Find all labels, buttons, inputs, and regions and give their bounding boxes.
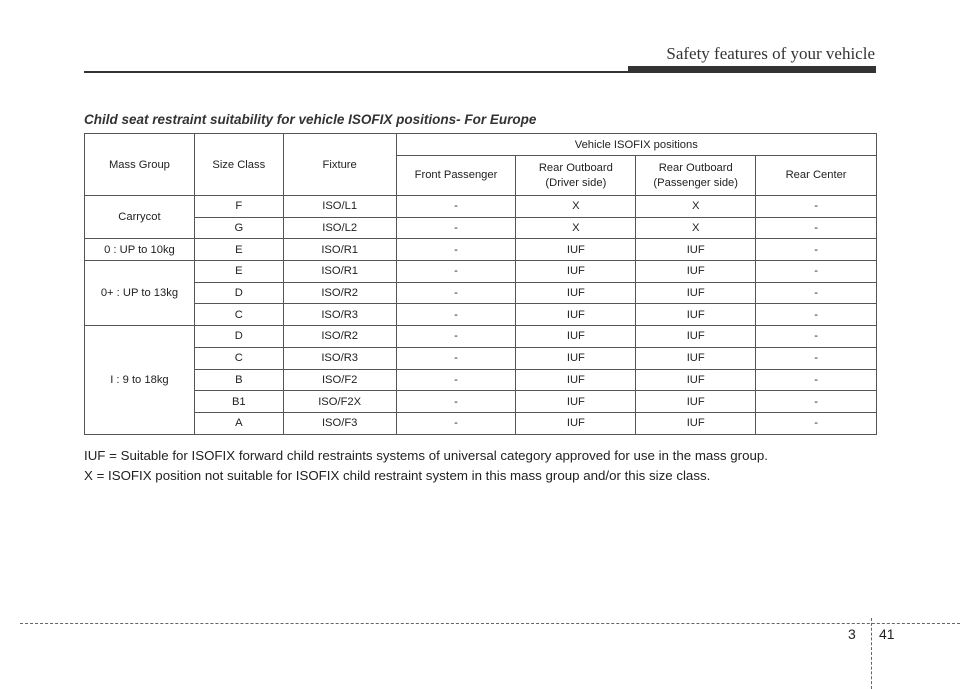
cell-rear-outboard-passenger: IUF bbox=[636, 391, 756, 413]
table-row bbox=[85, 239, 877, 261]
cell-fixture: ISO/R3 bbox=[283, 304, 396, 326]
table-row bbox=[85, 391, 877, 413]
cell-fixture: ISO/L2 bbox=[283, 217, 396, 239]
cell-rear-outboard-passenger: IUF bbox=[636, 369, 756, 391]
table-row bbox=[85, 282, 877, 304]
cell-rear-outboard-passenger: IUF bbox=[636, 261, 756, 283]
cell-rear-outboard-passenger: X bbox=[636, 196, 756, 218]
cell-rear-outboard-passenger: IUF bbox=[636, 326, 756, 348]
cell-rear-outboard-driver: X bbox=[516, 217, 636, 239]
cell-rear-outboard-driver: IUF bbox=[516, 261, 636, 283]
cell-size-class: B1 bbox=[194, 391, 283, 413]
cell-front-passenger: - bbox=[396, 261, 516, 283]
cell-front-passenger: - bbox=[396, 304, 516, 326]
note-iuf: IUF = Suitable for ISOFIX forward child restraints systems of universal category approved for use in the mass group. bbox=[84, 448, 768, 463]
cell-rear-outboard-driver: IUF bbox=[516, 239, 636, 261]
col-header-rear-outboard-driver: Rear Outboard (Driver side) bbox=[516, 156, 636, 196]
cell-size-class: C bbox=[194, 347, 283, 369]
cell-rear-outboard-passenger: X bbox=[636, 217, 756, 239]
cell-rear-center: - bbox=[756, 347, 877, 369]
cell-front-passenger: - bbox=[396, 347, 516, 369]
cell-rear-outboard-passenger: IUF bbox=[636, 412, 756, 434]
cell-size-class: C bbox=[194, 304, 283, 326]
cell-front-passenger: - bbox=[396, 196, 516, 218]
cell-fixture: ISO/R2 bbox=[283, 282, 396, 304]
col-header-front-passenger: Front Passenger bbox=[396, 156, 516, 196]
cell-rear-outboard-driver: IUF bbox=[516, 304, 636, 326]
cell-fixture: ISO/R2 bbox=[283, 326, 396, 348]
table-row bbox=[85, 304, 877, 326]
cell-fixture: ISO/F2 bbox=[283, 369, 396, 391]
note-x: X = ISOFIX position not suitable for ISOFIX child restraint system in this mass group and/or this size class. bbox=[84, 468, 711, 483]
isofix-suitability-table bbox=[84, 133, 877, 435]
col-header-mass-group: Mass Group bbox=[85, 134, 195, 196]
section-number: 3 bbox=[848, 626, 856, 642]
cell-fixture: ISO/L1 bbox=[283, 196, 396, 218]
cell-rear-outboard-driver: IUF bbox=[516, 369, 636, 391]
table-row bbox=[85, 369, 877, 391]
cell-front-passenger: - bbox=[396, 412, 516, 434]
page-number: 41 bbox=[879, 626, 895, 642]
table-row bbox=[85, 412, 877, 434]
cell-mass-group: I : 9 to 18kg bbox=[85, 326, 195, 434]
cell-mass-group: Carrycot bbox=[85, 196, 195, 239]
cell-rear-outboard-driver: X bbox=[516, 196, 636, 218]
header-accent-bar bbox=[628, 66, 876, 73]
cell-rear-center: - bbox=[756, 217, 877, 239]
col-header-size-class: Size Class bbox=[194, 134, 283, 196]
col-header-rear-outboard-passenger: Rear Outboard (Passenger side) bbox=[636, 156, 756, 196]
footer-rule bbox=[20, 623, 960, 624]
section-heading: Child seat restraint suitability for vehicle ISOFIX positions- For Europe bbox=[84, 112, 537, 127]
col-header-isofix-positions: Vehicle ISOFIX positions bbox=[396, 134, 876, 156]
table-row bbox=[85, 261, 877, 283]
cell-front-passenger: - bbox=[396, 369, 516, 391]
cell-rear-center: - bbox=[756, 326, 877, 348]
cell-rear-center: - bbox=[756, 196, 877, 218]
cell-rear-center: - bbox=[756, 369, 877, 391]
table-row bbox=[85, 347, 877, 369]
cell-size-class: D bbox=[194, 326, 283, 348]
legend-notes bbox=[84, 448, 884, 488]
cell-size-class: G bbox=[194, 217, 283, 239]
cell-rear-center: - bbox=[756, 261, 877, 283]
col-header-rear-center: Rear Center bbox=[756, 156, 877, 196]
table-row bbox=[85, 217, 877, 239]
cell-front-passenger: - bbox=[396, 282, 516, 304]
cell-size-class: B bbox=[194, 369, 283, 391]
cell-rear-center: - bbox=[756, 412, 877, 434]
cell-fixture: ISO/R1 bbox=[283, 261, 396, 283]
cell-fixture: ISO/R3 bbox=[283, 347, 396, 369]
cell-rear-outboard-driver: IUF bbox=[516, 412, 636, 434]
cell-fixture: ISO/R1 bbox=[283, 239, 396, 261]
cell-rear-outboard-driver: IUF bbox=[516, 391, 636, 413]
cell-rear-outboard-driver: IUF bbox=[516, 282, 636, 304]
cell-size-class: E bbox=[194, 261, 283, 283]
cell-size-class: F bbox=[194, 196, 283, 218]
cell-front-passenger: - bbox=[396, 217, 516, 239]
cell-front-passenger: - bbox=[396, 391, 516, 413]
cell-size-class: D bbox=[194, 282, 283, 304]
cell-mass-group: 0 : UP to 10kg bbox=[85, 239, 195, 261]
cell-fixture: ISO/F3 bbox=[283, 412, 396, 434]
cell-rear-center: - bbox=[756, 239, 877, 261]
page-header-title: Safety features of your vehicle bbox=[666, 44, 875, 63]
cell-rear-center: - bbox=[756, 282, 877, 304]
cell-rear-outboard-passenger: IUF bbox=[636, 239, 756, 261]
cell-rear-outboard-driver: IUF bbox=[516, 326, 636, 348]
cell-front-passenger: - bbox=[396, 326, 516, 348]
cell-size-class: A bbox=[194, 412, 283, 434]
cell-rear-outboard-driver: IUF bbox=[516, 347, 636, 369]
table-body bbox=[85, 196, 877, 435]
table-row bbox=[85, 196, 877, 218]
cell-rear-outboard-passenger: IUF bbox=[636, 347, 756, 369]
cell-rear-outboard-passenger: IUF bbox=[636, 282, 756, 304]
cell-mass-group: 0+ : UP to 13kg bbox=[85, 261, 195, 326]
footer-divider bbox=[871, 618, 872, 689]
cell-rear-center: - bbox=[756, 304, 877, 326]
cell-fixture: ISO/F2X bbox=[283, 391, 396, 413]
cell-size-class: E bbox=[194, 239, 283, 261]
cell-rear-outboard-passenger: IUF bbox=[636, 304, 756, 326]
cell-front-passenger: - bbox=[396, 239, 516, 261]
col-header-fixture: Fixture bbox=[283, 134, 396, 196]
table-row bbox=[85, 326, 877, 348]
cell-rear-center: - bbox=[756, 391, 877, 413]
